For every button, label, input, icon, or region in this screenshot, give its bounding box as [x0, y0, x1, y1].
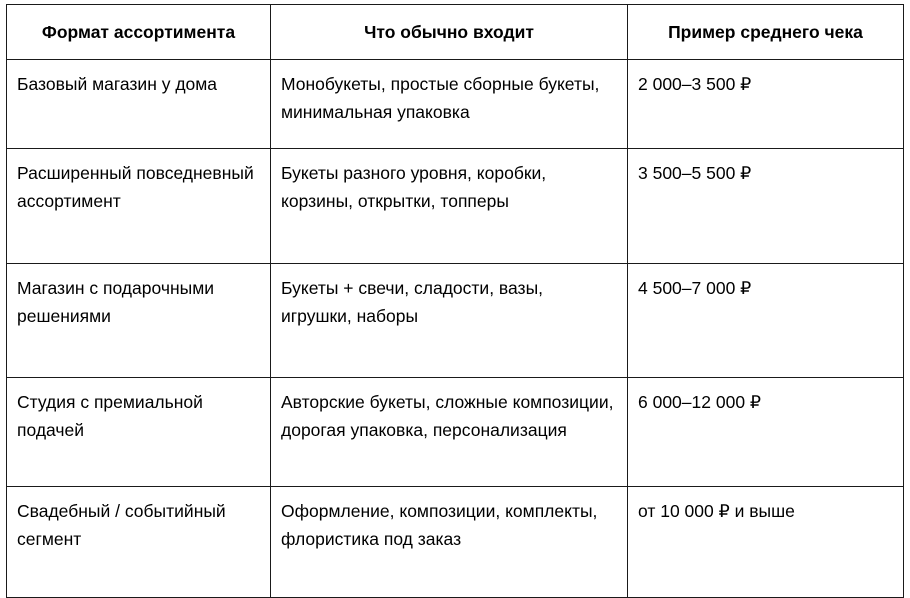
cell-average-check: [628, 149, 904, 264]
cell-format-text: Магазин с подарочными решениями: [17, 278, 214, 326]
assortment-table: [6, 4, 904, 598]
header-average-check: Пример среднего чека: [628, 5, 904, 60]
cell-includes: [271, 264, 628, 378]
cell-includes-text: Монобукеты, простые сборные букеты, минимальная упаковка: [281, 74, 600, 122]
cell-includes: [271, 487, 628, 598]
cell-format-text: Базовый магазин у дома: [17, 74, 218, 94]
cell-includes-text: Букеты + свечи, сладости, вазы, игрушки, наборы: [281, 278, 544, 326]
table-header-row: [7, 5, 904, 60]
cell-includes: [271, 149, 628, 264]
cell-format: [7, 264, 271, 378]
table-row: [7, 487, 904, 598]
table-row: [7, 378, 904, 487]
table-row: [7, 60, 904, 149]
cell-includes-text: Оформление, композиции, комплекты, флористика под заказ: [281, 501, 598, 549]
cell-check-text: 6 000–12 000 ₽: [638, 392, 762, 412]
cell-format: [7, 487, 271, 598]
cell-average-check: [628, 487, 904, 598]
cell-check-text: от 10 000 ₽ и выше: [638, 501, 795, 521]
header-includes: Что обычно входит: [271, 5, 628, 60]
cell-check-text: 2 000–3 500 ₽: [638, 74, 752, 94]
cell-format-text: Студия с премиальной подачей: [17, 392, 203, 440]
cell-format-text: Свадебный / событийный сегмент: [17, 501, 226, 549]
cell-includes-text: Букеты разного уровня, коробки, корзины, открытки, топперы: [281, 163, 547, 211]
cell-format: [7, 149, 271, 264]
cell-average-check: [628, 60, 904, 149]
table-row: [7, 264, 904, 378]
cell-includes-text: Авторские букеты, сложные композиции, дорогая упаковка, персонализация: [281, 392, 614, 440]
cell-includes: [271, 60, 628, 149]
cell-check-text: 4 500–7 000 ₽: [638, 278, 752, 298]
table-row: [7, 149, 904, 264]
cell-format-text: Расширенный повседневный ассортимент: [17, 163, 254, 211]
cell-format: [7, 60, 271, 149]
cell-average-check: [628, 378, 904, 487]
cell-includes: [271, 378, 628, 487]
assortment-table-container: [6, 4, 904, 598]
cell-check-text: 3 500–5 500 ₽: [638, 163, 752, 183]
header-format: Формат ассортимента: [7, 5, 271, 60]
cell-format: [7, 378, 271, 487]
cell-average-check: [628, 264, 904, 378]
